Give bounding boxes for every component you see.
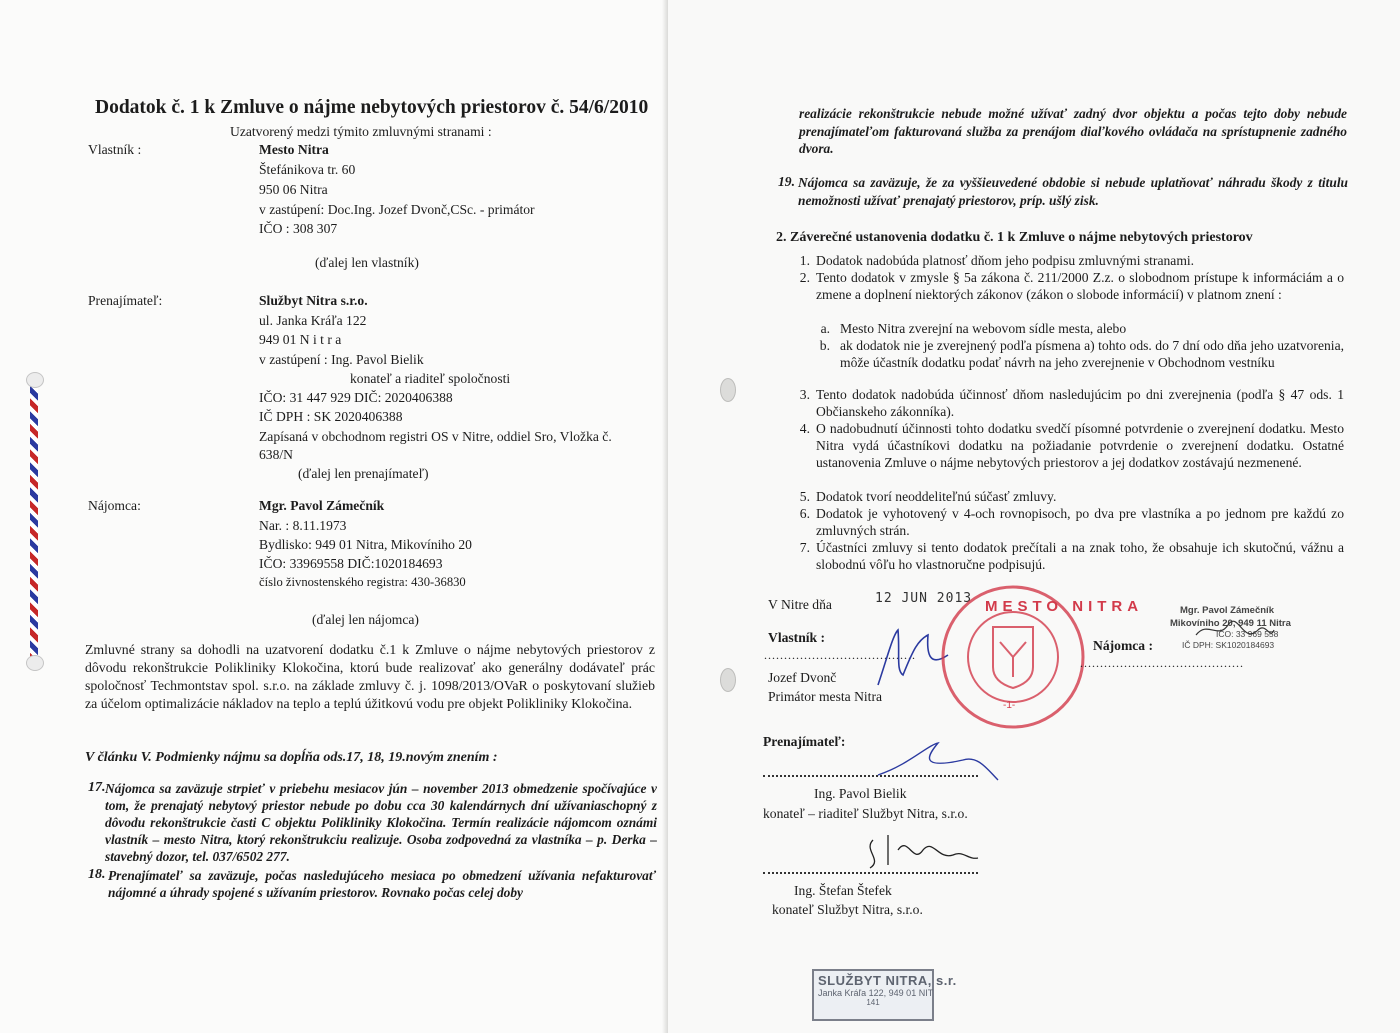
document-subtitle: Uzatvorený medzi týmito zmluvnými stranami : (230, 124, 492, 139)
landlord-line: IČO: 31 447 929 DIČ: 2020406388 (259, 390, 453, 405)
tenant-name: Mgr. Pavol Zámečník (259, 498, 385, 513)
item-number: 4. (799, 421, 810, 436)
landlord-line: konateľ a riaditeľ spoločnosti (350, 371, 511, 386)
item-number: 2. (799, 270, 810, 285)
owner-line: 950 06 Nitra (259, 182, 328, 197)
landlord-line: IČ DPH : SK 2020406388 (259, 409, 403, 424)
document-title: Dodatok č. 1 k Zmluve o nájme nebytových priestorov č. 54/6/2010 (95, 97, 649, 118)
article-heading: V článku V. Podmienky nájmu sa dopĺňa ods.17, 18, 19.novým znením : (85, 750, 498, 765)
section-2-heading: 2. Záverečné ustanovenia dodatku č. 1 k Zmluve o nájme nebytových priestorov (776, 230, 1253, 245)
tenant-alias: (ďalej len nájomca) (312, 612, 419, 627)
clause-19: Nájomca sa zaväzuje, že za vyššieuvedené obdobie si nebude uplatňovať náhradu škody z titulu nemožnosti užívať prenajatý priestorov, príp. ušlý zisk. (798, 175, 1348, 208)
date-stamp: 12 JUN 2013 (875, 591, 973, 606)
final-provision-item: Tento dodatok v zmysle § 5a zákona č. 211/2000 Z.z. o slobodnom prístupe k informáciám a o zmene a doplnení niektorých zákonov (zákon o slobode informácií) v platnom znení : (816, 270, 1344, 302)
final-provision-item: Dodatok tvorí neoddeliteľnú súčasť zmluvy. (816, 489, 1057, 504)
tenant-sign-label: Nájomca : (1093, 638, 1154, 653)
landlord-line: 638/N (259, 447, 293, 462)
landlord-signer-1-role: konateľ – riaditeľ Službyt Nitra, s.r.o. (763, 806, 968, 821)
landlord-signer-1-name: Ing. Pavol Bielik (814, 786, 907, 801)
tenant-stamp-line: IČ DPH: SK1020184693 (1182, 640, 1275, 650)
company-stamp-line: SLUŽBYT NITRA, s.r. (818, 973, 957, 988)
sub-item-letter: b. (819, 338, 830, 353)
item-number: 7. (799, 540, 810, 555)
landlord-line: v zastúpení : Ing. Pavol Bielik (259, 352, 424, 367)
left-page (0, 0, 668, 1033)
punch-hole (720, 668, 736, 692)
landlord-signer-2-role: konateľ Službyt Nitra, s.r.o. (772, 902, 923, 917)
final-provision-item: Dodatok nadobúda platnosť dňom jeho podpisu zmluvnými stranami. (816, 253, 1195, 268)
landlord-line: ul. Janka Kráľa 122 (259, 313, 367, 328)
right-page (668, 0, 1400, 1033)
binding-cord (30, 378, 38, 660)
company-stamp-line: Janka Kráľa 122, 949 01 NIT (818, 988, 934, 998)
final-provision-sub-item: Mesto Nitra zverejní na webovom sídle mesta, alebo (840, 321, 1127, 336)
tenant-line: Bydlisko: 949 01 Nitra, Mikovíniho 20 (259, 537, 472, 552)
landlord-name: Službyt Nitra s.r.o. (259, 293, 368, 308)
landlord-alias: (ďalej len prenajímateľ) (298, 466, 429, 481)
landlord-signature-2 (858, 820, 988, 875)
clause-17-number: 17. (88, 780, 106, 795)
clause-18-number: 18. (88, 867, 106, 882)
owner-name: Mesto Nitra (259, 142, 329, 157)
final-provision-item: O nadobudnutí účinnosti tohto dodatku svedčí písomné potvrdenie o zverejnení dodatku. Mesto Nitra vydá účastníkovi dodatku na požiadanie potvrdenie o zverejnení dodatku. Ostatné ustanovenia Zmluve o nájme nebytových priestorov a jej dodatkov zostávajú nezmenené. (816, 421, 1344, 470)
owner-sign-dots: ...................................... (764, 648, 916, 662)
landlord-line: 949 01 N i t r a (259, 332, 342, 347)
final-provision-sub-item: ak dodatok nie je zverejnený podľa písmena a) tohto ods. do 7 dní odo dňa jeho uzatvorenia, môže účastník dodatku podať návrh na jeho zverejnenie v Obchodnom vestníku (840, 338, 1344, 370)
final-provision-item: Tento dodatok nadobúda účinnosť dňom nasledujúcim po dni zverejnenia (podľa § 47 ods. 1 Občianskeho zákonníka). (816, 387, 1344, 419)
clause-17: Nájomca sa zaväzuje strpieť v priebehu mesiacov jún – november 2013 obmedzenie spočívajúce v tom, že prenajatý nebytový priestor nebude po dobu cca 30 kalendárnych dní užívaniaschopný z dôvodu rekonštrukcie časti C objektu Polikliniky Klokočina. Termín realizácie nájomcom oznámi vlastník – mesto Nitra, ktorý rekonštrukciu realizuje. Osoba zodpovedná za vlastníka – p. Derka – stavebný dozor, tel. 037/6502 277. (105, 781, 657, 864)
item-number: 3. (799, 387, 810, 402)
owner-sign-label: Vlastník : (768, 630, 826, 645)
place-and-date: V Nitre dňa (768, 597, 832, 612)
seal-number: -1- (1003, 700, 1016, 711)
owner-alias: (ďalej len vlastník) (315, 255, 419, 270)
landlord-signer-2-name: Ing. Štefan Štefek (794, 883, 892, 898)
tenant-sign-dots: ......................................... (1080, 656, 1244, 670)
sub-item-letter: a. (820, 321, 830, 336)
tenant-line: IČO: 33969558 DIČ:1020184693 (259, 556, 443, 571)
item-number: 6. (799, 506, 810, 521)
punch-hole (720, 378, 736, 402)
seal-text: MESTO NITRA (985, 598, 1144, 615)
item-number: 1. (799, 253, 810, 268)
tenant-stamp-line: Mgr. Pavol Zámečník (1180, 605, 1274, 616)
item-number: 5. (799, 489, 810, 504)
final-provision-item: Dodatok je vyhotovený v 4-och rovnopisoch, po dva pre vlastníka a po jednom pre každú zo zmluvných strán. (816, 506, 1344, 538)
tenant-signature (1188, 600, 1278, 655)
cord-knot (26, 372, 44, 388)
owner-line: Štefánikova tr. 60 (259, 162, 356, 177)
owner-sign-name: Jozef Dvonč (768, 670, 837, 685)
tenant-line: Nar. : 8.11.1973 (259, 518, 347, 533)
tenant-stamp-line: Mikovíniho 20, 949 11 Nitra (1170, 618, 1291, 629)
owner-line: IČO : 308 307 (259, 221, 338, 236)
tenant-stamp-line: IČO: 33 969 558 (1216, 629, 1279, 639)
owner-line: v zastúpení: Doc.Ing. Jozef Dvonč,CSc. - primátor (259, 202, 535, 217)
clause-19-number: 19. (778, 174, 795, 189)
company-stamp (812, 969, 957, 1021)
intro-paragraph: Zmluvné strany sa dohodli na uzatvorení dodatku č.1 k Zmluve o nájme nebytových priestorov z dôvodu rekonštrukcie Polikliniky Klokočina, ktorú bude realizovať ako generálny dodávateľ prác spoločnosť Techmontstav spol. s.r.o. na základe zmluvy č. j. 1098/2013/OVaR o poskytovaní služieb za účelom optimalizácie nákladov na teplo a teplú úžitkovú vodu pre objekt Polikliniky Klokočina. (85, 642, 655, 711)
owner-sign-role: Primátor mesta Nitra (768, 689, 883, 704)
owner-label: Vlastník : (88, 142, 142, 157)
landlord-label: Prenajímateľ: (88, 293, 163, 308)
landlord-line: Zapísaná v obchodnom registri OS v Nitre, oddiel Sro, Vložka č. (259, 429, 612, 444)
company-stamp-line: 141 (866, 998, 880, 1007)
tenant-line: číslo živnostenského registra: 430-36830 (259, 575, 466, 589)
landlord-sign-label: Prenajímateľ: (763, 734, 846, 749)
landlord-signature-1 (868, 735, 1008, 790)
clause-18-continued: realizácie rekonštrukcie nebude možné užívať zadný dvor objektu a počas tejto doby nebude prenajímateľom fakturovaná služba za prenájom diaľkového ovládača na sprístupnenie zadného dvora. (799, 106, 1347, 156)
tenant-label: Nájomca: (88, 498, 141, 513)
final-provision-item: Účastníci zmluvy si tento dodatok prečítali a na znak toho, že obsahuje ich skutočnú, vážnu a slobodnú vôľu ho vlastnoručne podpisujú. (816, 540, 1344, 572)
cord-knot (26, 655, 44, 671)
clause-18: Prenajímateľ sa zaväzuje, počas nasledujúceho mesiaca po obmedzení užívania nefakturovať nájomné a úhrady spojené s užívaním priestorov. Rovnako počas celej doby (108, 868, 656, 900)
